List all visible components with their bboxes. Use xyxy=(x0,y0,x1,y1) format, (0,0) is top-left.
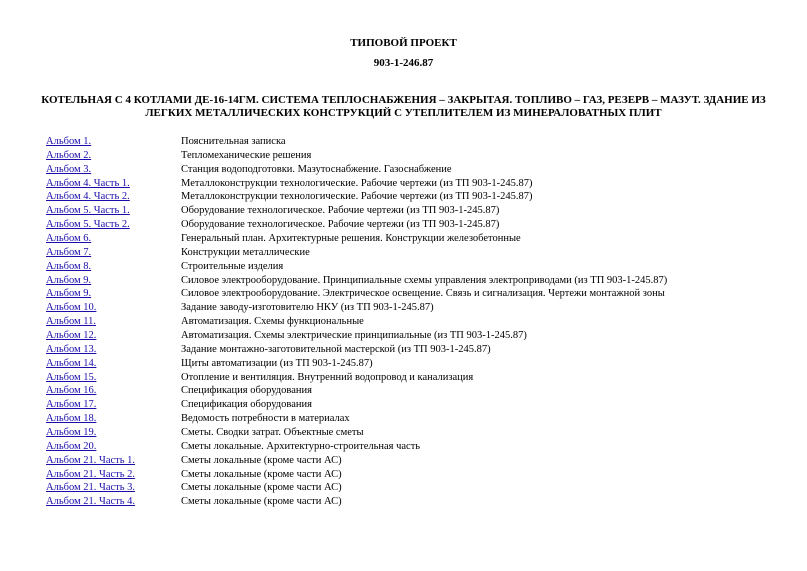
album-description: Автоматизация. Схемы электрические принципиальные (из ТП 903-1-245.87) xyxy=(181,330,527,342)
album-description: Строительные изделия xyxy=(181,260,284,272)
album-description: Оборудование технологическое. Рабочие чертежи (из ТП 903-1-245.87) xyxy=(181,205,500,217)
album-row xyxy=(46,329,786,343)
album-row xyxy=(46,412,786,426)
album-link[interactable]: Альбом 21. Часть 2. xyxy=(46,468,136,480)
album-row xyxy=(46,135,786,149)
album-link[interactable]: Альбом 19. xyxy=(46,427,97,439)
album-row xyxy=(46,204,786,218)
album-description: Конструкции металлические xyxy=(181,246,310,258)
album-description: Силовое электрооборудование. Электрическое освещение. Связь и сигнализация. Чертежи монтажной зоны xyxy=(181,288,665,300)
album-link[interactable]: Альбом 6. xyxy=(46,233,92,245)
album-row xyxy=(46,246,786,260)
album-link[interactable]: Альбом 21. Часть 1. xyxy=(46,454,136,466)
album-row xyxy=(46,218,786,232)
album-row xyxy=(46,190,786,204)
album-description: Сметы локальные (кроме части АС) xyxy=(181,496,342,508)
album-link[interactable]: Альбом 13. xyxy=(46,343,97,355)
album-link[interactable]: Альбом 12. xyxy=(46,330,97,342)
album-link[interactable]: Альбом 20. xyxy=(46,440,97,452)
album-description: Сметы локальные (кроме части АС) xyxy=(181,468,342,480)
album-row xyxy=(46,274,786,288)
album-link[interactable]: Альбом 14. xyxy=(46,357,97,369)
album-row xyxy=(46,260,786,274)
album-description: Ведомость потребности в материалах xyxy=(181,413,350,425)
album-row xyxy=(46,177,786,191)
album-link[interactable]: Альбом 9. xyxy=(46,288,92,300)
album-description: Оборудование технологическое. Рабочие чертежи (из ТП 903-1-245.87) xyxy=(181,219,500,231)
album-link[interactable]: Альбом 5. Часть 2. xyxy=(46,219,130,231)
album-description: Силовое электрооборудование. Принципиальные схемы управления электроприводами (из ТП 903-1-245.87) xyxy=(181,274,668,286)
album-link[interactable]: Альбом 18. xyxy=(46,413,97,425)
album-row xyxy=(46,440,786,454)
album-description: Задание заводу-изготовителю НКУ (из ТП 903-1-245.87) xyxy=(181,302,434,314)
album-description: Задание монтажно-заготовительной мастерской (из ТП 903-1-245.87) xyxy=(181,343,491,355)
album-description: Щиты автоматизации (из ТП 903-1-245.87) xyxy=(181,357,373,369)
album-description: Сметы локальные (кроме части АС) xyxy=(181,454,342,466)
album-row xyxy=(46,371,786,385)
album-row xyxy=(46,149,786,163)
album-row xyxy=(46,481,786,495)
album-link[interactable]: Альбом 16. xyxy=(46,385,97,397)
album-row xyxy=(46,287,786,301)
album-row xyxy=(46,398,786,412)
album-description: Сметы локальные (кроме части АС) xyxy=(181,482,342,494)
album-link[interactable]: Альбом 2. xyxy=(46,149,92,161)
album-link[interactable]: Альбом 4. Часть 1. xyxy=(46,177,130,189)
album-link[interactable]: Альбом 15. xyxy=(46,371,97,383)
album-row xyxy=(46,426,786,440)
album-row xyxy=(46,301,786,315)
album-link[interactable]: Альбом 17. xyxy=(46,399,97,411)
album-row xyxy=(46,343,786,357)
album-description: Сметы локальные. Архитектурно-строительная часть xyxy=(181,440,421,452)
album-link[interactable]: Альбом 9. xyxy=(46,274,92,286)
album-list xyxy=(46,135,786,509)
album-row xyxy=(46,315,786,329)
album-row xyxy=(46,357,786,371)
album-row xyxy=(46,163,786,177)
album-description: Металлоконструкции технологические. Рабочие чертежи (из ТП 903-1-245.87) xyxy=(181,191,533,203)
album-link[interactable]: Альбом 21. Часть 4. xyxy=(46,496,136,508)
album-link[interactable]: Альбом 5. Часть 1. xyxy=(46,205,130,217)
project-code: 903-1-246.87 xyxy=(373,57,434,69)
album-row xyxy=(46,232,786,246)
album-row xyxy=(46,454,786,468)
album-description: Генеральный план. Архитектурные решения. Конструкции железобетонные xyxy=(181,233,521,245)
album-row xyxy=(46,468,786,482)
album-description: Металлоконструкции технологические. Рабочие чертежи (из ТП 903-1-245.87) xyxy=(181,177,533,189)
album-link[interactable]: Альбом 10. xyxy=(46,302,97,314)
album-link[interactable]: Альбом 7. xyxy=(46,246,92,258)
album-link[interactable]: Альбом 11. xyxy=(46,316,97,328)
album-description: Станция водоподготовки. Мазутоснабжение. Газоснабжение xyxy=(181,163,452,175)
album-description: Сметы. Сводки затрат. Объектные сметы xyxy=(181,427,364,439)
album-description: Пояснительная записка xyxy=(181,136,286,147)
album-description: Тепломеханические решения xyxy=(181,149,312,161)
album-description: Отопление и вентиляция. Внутренний водопровод и канализация xyxy=(181,371,474,383)
document-title: ТИПОВОЙ ПРОЕКТ xyxy=(350,37,457,49)
project-subtitle: КОТЕЛЬНАЯ С 4 КОТЛАМИ ДЕ-16-14ГМ. СИСТЕМА ТЕПЛОСНАБЖЕНИЯ – ЗАКРЫТАЯ. ТОПЛИВО – ГАЗ, РЕЗЕРВ – МАЗУТ. ЗДАНИЕ ИЗ ЛЕГКИХ МЕТАЛЛИЧЕСКИХ КОНСТРУКЦИЙ С УТЕПЛИТЕЛЕМ ИЗ МИНЕРАЛОВАТНЫХ ПЛИТ xyxy=(41,94,766,119)
album-description: Спецификация оборудования xyxy=(181,385,312,397)
album-description: Спецификация оборудования xyxy=(181,399,312,411)
album-link[interactable]: Альбом 8. xyxy=(46,260,92,272)
album-description: Автоматизация. Схемы функциональные xyxy=(181,316,364,328)
album-link[interactable]: Альбом 21. Часть 3. xyxy=(46,482,136,494)
album-row xyxy=(46,495,786,509)
album-row xyxy=(46,384,786,398)
album-link[interactable]: Альбом 3. xyxy=(46,163,92,175)
album-link[interactable]: Альбом 4. Часть 2. xyxy=(46,191,130,203)
album-link[interactable]: Альбом 1. xyxy=(46,136,92,147)
